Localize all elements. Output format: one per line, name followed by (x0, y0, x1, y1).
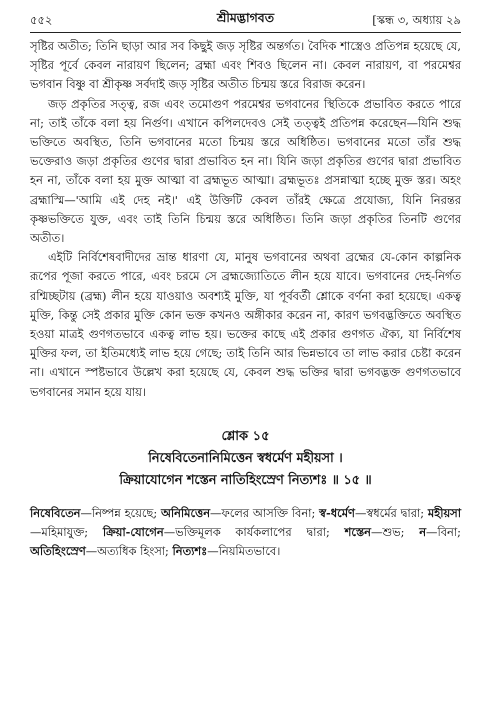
verse-line-1: নিষেবিতেনানিমিত্তেন স্বধর্মেণ মহীয়সা । (148, 450, 343, 466)
synonym-word: শস্তেন (344, 525, 371, 540)
synonym-meaning: বিনা (437, 525, 458, 540)
book-page (0, 10, 483, 719)
synonym-word: স্ব-ধর্মেণ (319, 505, 355, 520)
synonym-word: অনিমিত্তেন (160, 505, 210, 520)
verse-number: শ্লোক ১৫ (221, 428, 270, 444)
word-for-word-synonyms: নিষেবিতেন—নিষ্পন্ন হয়েছে; অনিমিত্তেন—ফলের আসক্তি বিনা; স্ব-ধর্মেণ—স্বধর্মের দ্বারা; মহীয়সা—মহিমাযুক্ত; ক্রিয়া-যোগেন—ভক্তিমূলক কার্যকলাপের দ্বারা; শস্তেন—শুভ; ন—বিনা; অতিহিংস্রেণ—অত্যধিক হিংসা; নিত্যশঃ—নিয়মিতভাবে। (30, 505, 462, 559)
purport-paragraph-2: জড় প্রকৃতির সত্ত্ব, রজ এবং তমোগুণ পরমেশ্বর ভগবানের স্থিতিকে প্রভাবিত করতে পারে না; তাই তাঁকে বলা হয় নির্গুণ। এখানে কপিলদেবও সেই তত্ত্বই প্রতিপন্ন করেছেন—যিনি শুদ্ধ ভক্তিতে অবস্থিত, তিনি ভগবানের মতো চিন্ময় স্তরে অধিষ্ঠিত। ভগবানের মতো তাঁর শুদ্ধ ভক্তেরাও জড়া প্রকৃতির গুণের দ্বারা প্রভাবিত হন না। যিনি জড়া প্রকৃতির গুণের দ্বারা প্রভাবিত হন না, তাঁকে বলা হয় মুক্ত আত্মা বা ব্রহ্মভূত আত্মা। ব্রহ্মভূতঃ প্রসন্নাত্মা হচ্ছে মুক্ত স্তর। অহং ব্রহ্মাস্মি—'আমি এই দেহ নই।' এই উক্তিটি কেবল তাঁরই ক্ষেত্রে প্রযোজ্য, যিনি নিরন্তর কৃষ্ণভক্তিতে যুক্ত, এবং তাই তিনি চিন্ময় স্তরে অধিষ্ঠিত। তিনি জড়া প্রকৃতির তিনটি গুণের অতীত। (30, 96, 461, 246)
synonym-meaning: স্বধর্মের দ্বারা (366, 505, 421, 520)
verse-spacer (30, 492, 461, 504)
running-header (30, 10, 461, 30)
synonym-word: অতিহিংস্রেণ (30, 544, 86, 559)
book-title: শ্রীমদ্ভাগবত (216, 10, 275, 25)
synonym-meaning: নিষ্পন্ন হয়েছে (91, 505, 154, 520)
purport-paragraph-3: এইটি নির্বিশেষবাদীদের ভ্রান্ত ধারণা যে, মানুষ ভগবানের অথবা ব্রহ্মের যে-কোন কাল্পনিক রূপের পূজা করতে পারে, এবং চরমে সে ব্রহ্মজ্যোতিতে লীন হয়ে যাবে। ভগবানের দেহ-নির্গত রশ্মিচ্ছটায় (ব্রহ্ম) লীন হয়ে যাওয়াও অবশ্যই মুক্তি, যা পূর্ববর্তী শ্লোকে বর্ণনা করা হয়েছে। একত্ব মুক্তি, কিন্তু সেই প্রকার মুক্তি কোন ভক্ত কখনও অঙ্গীকার করেন না, কারণ ভগবদ্ভক্তিতে অবস্থিত হওয়া মাত্রই গুণগতভাবে একত্ব লাভ হয়। ভক্তের কাছে এই প্রকার গুণগত ঐক্য, যা নির্বিশেষ মুক্তির ফল, তা ইতিমধ্যেই লাভ হয়ে গেছে; তাই তিনি আর ভিন্নভাবে তা লাভ করার চেষ্টা করেন না। এখানে স্পষ্টভাবে উল্লেখ করা হয়েছে যে, কেবল শুদ্ধ ভক্তির দ্বারা ভগবদ্ভক্ত গুণগতভাবে ভগবানের সমান হয়ে যায়। (30, 250, 461, 399)
synonym-word: ক্রিয়া-যোগেন (102, 525, 164, 540)
chapter-location: [স্কন্ধ ৩, অধ্যায় ২৯ (372, 13, 461, 27)
synonym-word: ন (419, 525, 427, 540)
synonym-meaning: ফলের আসক্তি বিনা (221, 505, 312, 520)
purport-paragraph-1: সৃষ্টির অতীত; তিনি ছাড়া আর সব কিছুই জড় সৃষ্টির অন্তর্গত। বৈদিক শাস্ত্রেও প্রতিপন্ন হয়েছে যে, সৃষ্টির পূর্বে কেবল নারায়ণ ছিলেন; ব্রহ্মা এবং শিবও ছিলেন না। কেবল নারায়ণ, বা পরমেশ্বর ভগবান বিষ্ণু বা শ্রীকৃষ্ণ সর্বদাই জড় সৃষ্টির অতীত চিন্ময় স্তরে বিরাজ করেন। (30, 39, 461, 92)
synonym-meaning: ভক্তিমূলক কার্যকলাপের দ্বারা (175, 525, 327, 540)
section-spacer (30, 402, 461, 426)
synonym-word: মহীয়সা (427, 505, 462, 520)
synonym-meaning: মহিমাযুক্ত (41, 525, 85, 540)
synonym-word: নিষেবিতেন (30, 505, 81, 520)
verse-line-2: ক্রিয়াযোগেন শস্তেন নাতিহিংস্রেণ নিত্যশঃ ॥ ১৫ ॥ (119, 472, 372, 488)
synonym-meaning: অত্যধিক হিংসা (97, 544, 166, 559)
synonym-meaning: নিয়মিতভাবে (218, 544, 277, 559)
page-number: ৫৫২ (30, 13, 53, 27)
header-rule (30, 32, 461, 33)
synonym-meaning: শুভ (382, 525, 401, 540)
synonym-word: নিত্যশঃ (172, 544, 208, 559)
